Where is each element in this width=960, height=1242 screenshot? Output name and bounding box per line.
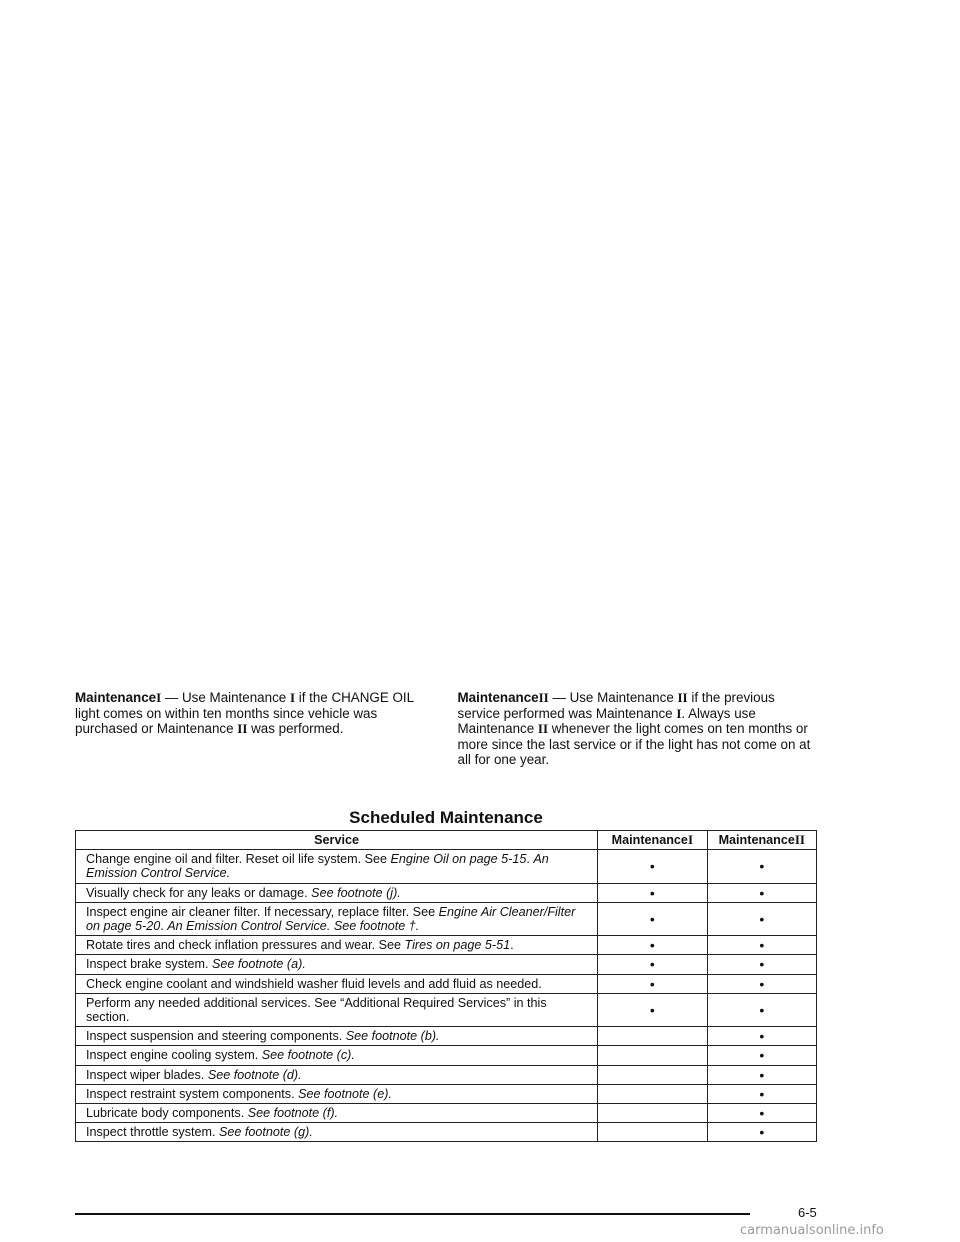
service-text: .	[160, 919, 168, 934]
roman-numeral: I	[676, 705, 682, 721]
bullet-mark: •	[759, 1001, 765, 1018]
maintenance-i-cell	[598, 993, 707, 1026]
maintenance-i-cell	[598, 902, 707, 935]
scheduled-maintenance-table	[75, 830, 817, 1142]
service-text: Check engine coolant and windshield washer fluid levels and add fluid as needed.	[86, 976, 542, 991]
roman-numeral: II	[538, 690, 549, 705]
header-maintenance-ii	[707, 831, 816, 850]
maintenance-i-cell	[598, 883, 707, 902]
roman-numeral: II	[237, 721, 248, 737]
page-reference: Engine Air Cleaner/Filter on page 5-20	[86, 904, 576, 934]
service-cell	[76, 850, 598, 883]
maintenance-i-cell	[598, 1104, 707, 1123]
table-header-row	[76, 831, 817, 850]
footnote-text: See footnote (c).	[261, 1048, 355, 1063]
maintenance-ii-cell	[707, 993, 816, 1026]
bullet-mark: •	[759, 858, 765, 875]
footnote-text: See footnote (g).	[219, 1125, 313, 1140]
table-title: Scheduled Maintenance	[349, 808, 543, 827]
footnote-text: See footnote (f).	[247, 1106, 339, 1121]
bullet-mark: •	[649, 910, 655, 927]
table-row	[76, 883, 817, 902]
table-row	[76, 1084, 817, 1103]
bullet-mark: •	[759, 910, 765, 927]
service-text: Rotate tires and check inflation pressures and wear. See	[86, 938, 405, 953]
service-text: Lubricate body components.	[86, 1106, 248, 1121]
bullet-mark: •	[759, 884, 765, 901]
maintenance-ii-description	[458, 690, 821, 768]
text-fragment: . Always use Maintenance	[457, 705, 756, 737]
bullet-mark: •	[759, 937, 765, 954]
table-row	[76, 850, 817, 883]
bullet-mark: •	[649, 956, 655, 973]
maintenance-i-cell	[598, 955, 707, 974]
header-label: Maintenance	[718, 833, 795, 847]
footnote-text: See footnote (a).	[212, 957, 306, 972]
intro-section	[75, 690, 820, 768]
table-row	[76, 1123, 817, 1142]
maintenance-i-cell	[598, 974, 707, 993]
text-fragment: if the CHANGE OIL light comes on within ten months since vehicle was purchased or Maintenance	[75, 690, 414, 737]
table-row	[76, 1065, 817, 1084]
footer-rule	[75, 1213, 750, 1215]
maintenance-i-cell	[598, 1027, 707, 1046]
maintenance-ii-cell	[707, 1084, 816, 1103]
service-cell	[76, 902, 598, 935]
bullet-mark: •	[759, 1124, 765, 1141]
watermark: carmanualsonline.info	[740, 1223, 884, 1238]
table-row	[76, 1027, 817, 1046]
maintenance-i-cell	[598, 936, 707, 955]
roman-numeral: I	[156, 690, 162, 705]
service-text: Perform any needed additional services. See “Additional Required Services” in this section.	[86, 995, 547, 1025]
service-text: .	[510, 938, 514, 953]
service-cell	[76, 1027, 598, 1046]
maintenance-ii-cell	[707, 1046, 816, 1065]
footnote-text: See footnote (b).	[345, 1029, 440, 1044]
service-cell	[76, 1084, 598, 1103]
bullet-mark: •	[759, 1028, 765, 1045]
roman-numeral: I	[289, 690, 295, 705]
bullet-mark: •	[759, 956, 765, 973]
text-fragment: — Use Maintenance	[548, 690, 678, 705]
maintenance-ii-cell	[707, 1065, 816, 1084]
service-text: Inspect wiper blades.	[86, 1067, 208, 1082]
maintenance-ii-cell	[707, 883, 816, 902]
bullet-mark: •	[759, 975, 765, 992]
text-fragment: was performed.	[247, 721, 344, 737]
bullet-mark: •	[649, 937, 655, 954]
footnote-text: An Emission Control Service. See footnote †.	[167, 919, 420, 934]
header-maintenance-i	[598, 831, 707, 850]
term-label: Maintenance	[457, 690, 539, 705]
table-row	[76, 936, 817, 955]
page-reference: Engine Oil on page 5-15	[390, 852, 527, 867]
service-cell	[76, 936, 598, 955]
maintenance-i-cell	[598, 1065, 707, 1084]
table-row	[76, 974, 817, 993]
service-cell	[76, 883, 598, 902]
table-row	[76, 955, 817, 974]
table-row	[76, 993, 817, 1026]
maintenance-ii-cell	[707, 1104, 816, 1123]
text-fragment: — Use Maintenance	[161, 690, 290, 705]
footnote-text: An Emission Control Service.	[86, 852, 549, 881]
maintenance-ii-cell	[707, 936, 816, 955]
maintenance-ii-cell	[707, 850, 816, 883]
maintenance-i-cell	[598, 1123, 707, 1142]
bullet-mark: •	[759, 1085, 765, 1102]
service-cell	[76, 1046, 598, 1065]
bullet-mark: •	[649, 858, 655, 875]
maintenance-i-cell	[598, 850, 707, 883]
term-label: Maintenance	[75, 690, 157, 705]
service-cell	[76, 993, 598, 1026]
bullet-mark: •	[649, 884, 655, 901]
roman-numeral: II	[794, 832, 805, 847]
table-row	[76, 1046, 817, 1065]
text-fragment: if the previous service performed was Maintenance	[457, 690, 775, 721]
roman-numeral: II	[677, 690, 688, 705]
service-cell	[76, 955, 598, 974]
page-reference: Tires on page 5-51	[404, 938, 511, 953]
maintenance-ii-cell	[707, 974, 816, 993]
service-text: Inspect engine air cleaner filter. If necessary, replace filter. See	[86, 904, 439, 919]
maintenance-ii-cell	[707, 1027, 816, 1046]
footnote-text: See footnote (d).	[207, 1067, 302, 1082]
maintenance-i-cell	[598, 1084, 707, 1103]
service-text: Inspect throttle system.	[86, 1125, 219, 1140]
service-cell	[76, 974, 598, 993]
bullet-mark: •	[759, 1047, 765, 1064]
maintenance-ii-cell	[707, 902, 816, 935]
service-cell	[76, 1123, 598, 1142]
bullet-mark: •	[759, 1105, 765, 1122]
bullet-mark: •	[649, 1001, 655, 1018]
service-text: Inspect restraint system components.	[86, 1086, 299, 1101]
service-cell	[76, 1104, 598, 1123]
footnote-text: See footnote (e).	[298, 1086, 392, 1101]
service-text: Inspect engine cooling system.	[86, 1048, 262, 1063]
bullet-mark: •	[759, 1066, 765, 1083]
table-row	[76, 1104, 817, 1123]
maintenance-ii-cell	[707, 1123, 816, 1142]
footnote-text: See footnote (j).	[311, 885, 401, 900]
page-number: 6-5	[798, 1205, 817, 1220]
service-cell	[76, 1065, 598, 1084]
service-text: Inspect suspension and steering components.	[86, 1029, 346, 1044]
roman-numeral: I	[687, 832, 693, 847]
service-text: .	[526, 852, 534, 867]
service-text: Inspect brake system.	[86, 957, 212, 972]
service-text: Visually check for any leaks or damage.	[86, 885, 312, 900]
maintenance-i-description	[75, 690, 438, 768]
header-label: Maintenance	[611, 833, 688, 847]
bullet-mark: •	[649, 975, 655, 992]
maintenance-ii-cell	[707, 955, 816, 974]
service-text: Change engine oil and filter. Reset oil life system. See	[86, 852, 391, 867]
maintenance-i-cell	[598, 1046, 707, 1065]
table-row	[76, 902, 817, 935]
roman-numeral: II	[537, 721, 549, 737]
header-service: Service	[76, 831, 598, 850]
text-fragment: whenever the light comes on ten months or more since the last service or if the light has not come on at all for one year.	[457, 721, 811, 768]
